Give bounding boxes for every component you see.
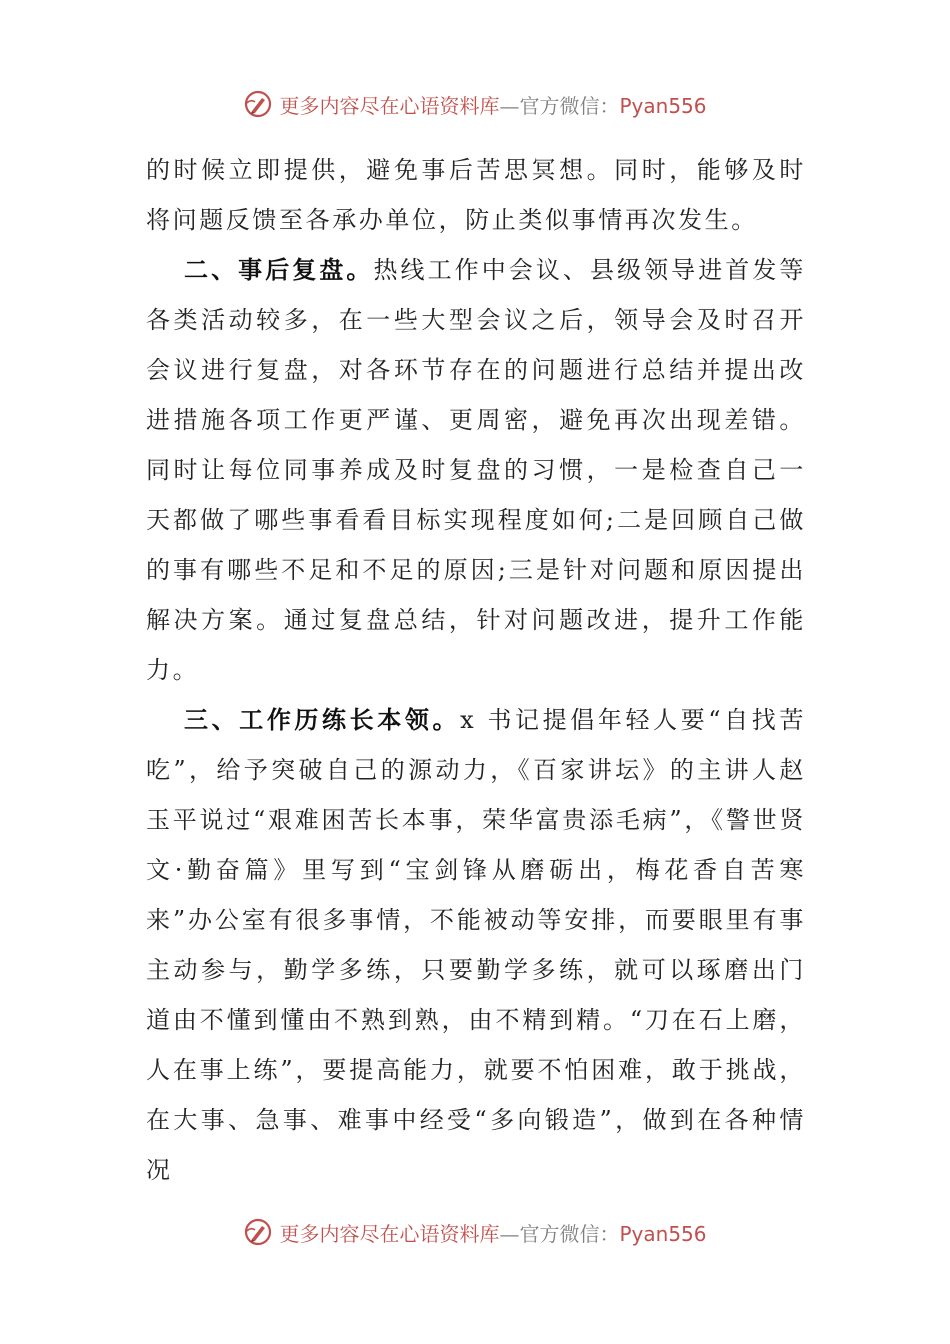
banner-title: 更多内容尽在心语资料库 — [279, 93, 500, 118]
pen-logo-icon — [243, 1217, 273, 1247]
paragraph-2-heading: 二、事后复盘。 — [184, 255, 374, 284]
banner-title: 更多内容尽在心语资料库 — [279, 1221, 500, 1246]
paragraph-2-text: 热线工作中会议、县级领导进首发等各类活动较多，在一些大型会议之后，领导会及时召开会议进行复盘，对各环节存在的问题进行总结并提出改进措施各项工作更严谨、更周密，避免再次出现差错。同时让每位同事养成及时复盘的习惯，一是检查自己一天都做了哪些事看看目标实现程度如何;二是回顾自己做的事有哪些不足和不足的原因;三是针对问题和原因提出解决方案。通过复盘总结，针对问题改进，提升工作能力。 — [146, 256, 806, 684]
paragraph-3-heading: 三、工作历练长本领。 — [184, 705, 461, 734]
document-body — [146, 145, 806, 1195]
banner-wechat-id: Pyan556 — [619, 1221, 707, 1246]
footer-banner-text — [279, 1218, 706, 1247]
paragraph-1-text: 的时候立即提供，避免事后苦思冥想。同时，能够及时将问题反馈至各承办单位，防止类似事情再次发生。 — [146, 156, 806, 234]
pen-logo-icon — [243, 89, 273, 119]
paragraph-3 — [146, 695, 806, 1195]
footer-banner — [0, 1212, 950, 1252]
header-banner — [0, 84, 950, 124]
banner-wechat-label: —官方微信： — [499, 93, 620, 118]
header-banner-text — [279, 90, 706, 119]
paragraph-3-text: x 书记提倡年轻人要“自找苦吃”，给予突破自己的源动力，《百家讲坛》的主讲人赵玉平说过“艰难困苦长本事，荣华富贵添毛病”，《警世贤文·勤奋篇》里写到“宝剑锋从磨砺出，梅花香自苦寒来”办公室有很多事情，不能被动等安排，而要眼里有事主动参与，勤学多练，只要勤学多练，就可以琢磨出门道由不懂到懂由不熟到熟，由不精到精。“刀在石上磨，人在事上练”，要提高能力，就要不怕困难，敢于挑战，在大事、急事、难事中经受“多向锻造”，做到在各种情况 — [146, 706, 806, 1184]
banner-wechat-id: Pyan556 — [619, 93, 707, 118]
banner-wechat-label: —官方微信： — [499, 1221, 620, 1246]
paragraph-1 — [146, 145, 806, 245]
paragraph-2 — [146, 245, 806, 695]
